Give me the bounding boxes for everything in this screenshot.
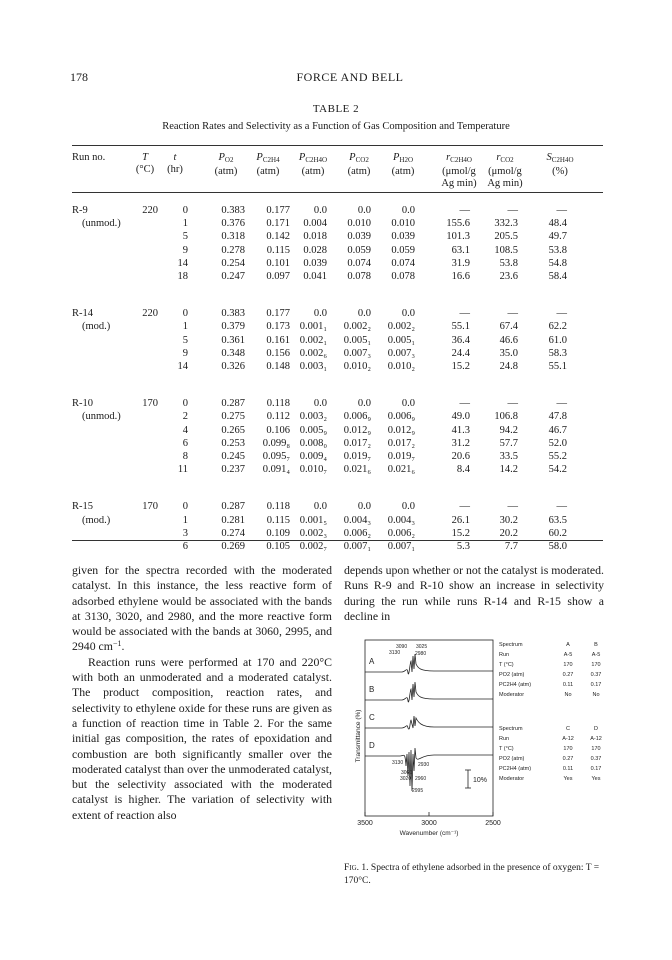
legend-top-row-value: 0.27 xyxy=(562,672,574,678)
table-cell: 108.5 xyxy=(494,244,518,256)
table-cell: 7.7 xyxy=(504,541,518,552)
table-cell: 0.0 xyxy=(357,501,371,513)
table-cell: 55.1 xyxy=(548,361,567,372)
table-cell: 0.002₂ xyxy=(387,321,415,333)
table-cell: 63.5 xyxy=(548,514,567,526)
curve-label-a: A xyxy=(369,657,375,666)
table-cell: 30.2 xyxy=(499,514,518,526)
table-cell: 15.2 xyxy=(451,361,470,372)
table-cell: 0.274 xyxy=(221,527,245,539)
table-cell: 0.002₁ xyxy=(299,334,327,346)
x-tick-label: 2500 xyxy=(485,820,501,827)
legend-bottom-row-value: 0.27 xyxy=(562,756,574,762)
table-cell: 9 xyxy=(182,347,188,359)
run-temperature: 220 xyxy=(142,308,158,320)
legend-top-row-value: A-5 xyxy=(563,652,573,658)
figure-1 xyxy=(344,636,612,844)
table-cell: 53.8 xyxy=(548,244,567,256)
table-cell: 0.017₂ xyxy=(343,437,371,449)
table-cell: 0.021₆ xyxy=(387,464,415,476)
table-cell: 0.118 xyxy=(266,398,290,410)
table-cell: 0.161 xyxy=(266,334,290,346)
table-cell: 0.0 xyxy=(401,501,415,513)
legend-bottom-row-value: A-12 xyxy=(590,736,602,742)
column-header-rC2H4O: $r_{C2H4O}$ (μmol/g Ag min) xyxy=(441,152,477,189)
table-cell: 0.059 xyxy=(347,244,371,256)
table-cell: 6 xyxy=(182,541,188,552)
run-condition: (mod.) xyxy=(82,321,111,333)
table-cell: 0 xyxy=(182,398,188,410)
table-label: TABLE 2 xyxy=(312,103,360,115)
legend-bottom-header: D xyxy=(594,726,598,732)
run-label: R-14 xyxy=(72,308,93,320)
legend-bottom-row-value: Yes xyxy=(591,776,601,782)
table-cell: 0.253 xyxy=(221,437,245,449)
table-cell: 0.002₇ xyxy=(299,541,327,552)
table-cell: 0.275 xyxy=(221,411,245,423)
column-header-pC2H4: $P_{C2H4}$ (atm) xyxy=(256,152,280,177)
curve-label-d: D xyxy=(369,741,375,750)
table-cell: 0.0 xyxy=(357,308,371,320)
table-cell: 0.269 xyxy=(221,541,245,552)
table-caption: Reaction Rates and Selectivity as a Function of Gas Composition and Temperature xyxy=(162,121,510,132)
column-header-t: t (hr) xyxy=(167,152,183,175)
table-cell: 18 xyxy=(177,271,188,282)
table-cell: 0.106 xyxy=(266,424,290,436)
table-cell: 0.095₇ xyxy=(262,451,290,462)
peak-label: 3130 xyxy=(392,760,404,766)
peak-label: 3020 xyxy=(400,776,412,782)
table-cell: — xyxy=(459,308,470,320)
table-cell: 5 xyxy=(182,334,188,346)
table-cell: 101.3 xyxy=(446,231,470,243)
table-cell: — xyxy=(459,398,470,410)
table-cell: 1 xyxy=(182,514,188,526)
legend-top-row-value: 170 xyxy=(563,662,573,668)
legend-bottom-row-label: PO2 (atm) xyxy=(499,756,525,762)
table-cell: 0.017₂ xyxy=(387,437,415,449)
table-cell: — xyxy=(556,501,567,513)
table-cell: 0.115 xyxy=(266,514,290,526)
table-cell: 0.008₀ xyxy=(299,437,327,449)
table-cell: 0.039 xyxy=(391,231,415,243)
table-cell: 14 xyxy=(177,257,188,269)
table-cell: 0.001₅ xyxy=(299,514,327,526)
table-cell: 9 xyxy=(182,244,188,256)
table-cell: 0.018 xyxy=(303,231,327,243)
table-cell: 0.281 xyxy=(221,514,245,526)
table-cell: — xyxy=(556,398,567,410)
legend-top-row-value: No xyxy=(592,692,600,698)
run-label: R-10 xyxy=(72,398,93,410)
table-cell: 0 xyxy=(182,308,188,320)
legend-bottom-row-value: Yes xyxy=(563,776,573,782)
peak-label: 2930 xyxy=(418,762,430,768)
legend-top-row-value: A-5 xyxy=(591,652,601,658)
legend-bottom-row-value: 0.11 xyxy=(562,766,574,772)
table-cell: 0.112 xyxy=(266,411,290,423)
table-cell: 0.010 xyxy=(347,218,371,230)
table-cell: 0.010₂ xyxy=(343,361,371,372)
table-cell: 0.245 xyxy=(221,451,245,462)
table-cell: 61.0 xyxy=(548,334,567,346)
table-cell: 332.3 xyxy=(494,218,518,230)
table-cell: 0.041 xyxy=(303,271,327,282)
table-cell: 67.4 xyxy=(499,321,518,333)
table-cell: 0.019₇ xyxy=(387,451,415,462)
table-cell: 0.0 xyxy=(357,205,371,216)
table-bottom-rule xyxy=(72,540,603,541)
table-cell: 0.097 xyxy=(266,271,290,282)
run-label: R-9 xyxy=(72,205,88,216)
table-cell: 0.099₈ xyxy=(262,437,290,449)
column-header-T: T (°C) xyxy=(135,152,155,175)
table-cell: 0.287 xyxy=(221,501,245,513)
table-cell: — xyxy=(556,205,567,216)
table-cell: 58.3 xyxy=(548,347,567,359)
spectrum-c xyxy=(365,716,493,729)
table-cell: 8 xyxy=(182,451,188,462)
legend-top-header: Spectrum xyxy=(499,642,523,648)
table-cell: 0.010₂ xyxy=(387,361,415,372)
table-cell: 8.4 xyxy=(456,464,470,476)
table-cell: 0.028 xyxy=(303,244,327,256)
table-cell: 2 xyxy=(182,411,188,423)
run-condition: (unmod.) xyxy=(82,411,121,423)
table-cell: — xyxy=(556,308,567,320)
table-cell: 47.8 xyxy=(548,411,567,423)
table-cell: 15.2 xyxy=(451,527,470,539)
table-cell: 23.6 xyxy=(499,271,518,282)
table-cell: 0.177 xyxy=(266,205,290,216)
column-header-pC2H4O: $P_{C2H4O}$ (atm) xyxy=(298,152,328,177)
table-cell: 33.5 xyxy=(499,451,518,462)
x-tick-label: 3500 xyxy=(357,820,373,827)
legend-bottom-header: Spectrum xyxy=(499,726,523,732)
table-cell: 20.2 xyxy=(499,527,518,539)
legend-bottom-row-label: PC2H4 (atm) xyxy=(499,766,532,772)
table-cell: 0.007₃ xyxy=(387,347,415,359)
table-cell: 0.019₇ xyxy=(343,451,371,462)
run-label: R-15 xyxy=(72,501,93,513)
curve-label-c: C xyxy=(369,713,375,722)
table-cell: — xyxy=(507,205,518,216)
table-cell: 0.007₁ xyxy=(343,541,371,552)
column-header-pCO2: $P_{CO2}$ (atm) xyxy=(347,152,371,177)
run-temperature: 170 xyxy=(142,398,158,410)
table-cell: 0.383 xyxy=(221,308,245,320)
legend-top-row-label: Moderator xyxy=(499,692,525,698)
table-cell: 0.004₃ xyxy=(387,514,415,526)
table-cell: 24.4 xyxy=(451,347,470,359)
table-cell: 0.173 xyxy=(266,321,290,333)
legend-bottom-row-label: T (°C) xyxy=(499,746,514,752)
spectra-figure xyxy=(344,636,612,844)
table-top-rule xyxy=(72,145,603,146)
table-header-rule xyxy=(72,192,603,193)
table-cell: 0.278 xyxy=(221,244,245,256)
table-cell: 1 xyxy=(182,218,188,230)
table-cell: 49.0 xyxy=(451,411,470,423)
table-cell: 0.002₂ xyxy=(343,321,371,333)
table-cell: 0.318 xyxy=(221,231,245,243)
table-cell: 11 xyxy=(177,464,188,476)
table-cell: 0.177 xyxy=(266,308,290,320)
legend-top-row-label: PO2 (atm) xyxy=(499,672,525,678)
legend-bottom-row-label: Run xyxy=(499,736,510,742)
table-cell: 41.3 xyxy=(451,424,470,436)
table-cell: 57.7 xyxy=(499,437,518,449)
table-cell: 0.010 xyxy=(391,218,415,230)
table-cell: 0.142 xyxy=(266,231,290,243)
table-cell: 20.6 xyxy=(451,451,470,462)
table-cell: 0.091₄ xyxy=(262,464,290,476)
run-temperature: 220 xyxy=(142,205,158,216)
table-cell: 0.105 xyxy=(266,541,290,552)
table-cell: 0.007₁ xyxy=(387,541,415,552)
legend-top-row-value: 0.17 xyxy=(590,682,602,688)
legend-top-header: A xyxy=(566,642,570,648)
table-cell: 0.0 xyxy=(313,308,327,320)
table-cell: 0.383 xyxy=(221,205,245,216)
figure-caption-text: Spectra of ethylene adsorbed in the presence of oxygen: T = 170°C. xyxy=(344,863,600,886)
table-cell: 58.4 xyxy=(548,271,567,282)
table-cell: 0.012₉ xyxy=(343,424,371,436)
table-cell: 0.326 xyxy=(221,361,245,372)
peak-label: 3130 xyxy=(389,650,401,656)
legend-top-row-value: 0.11 xyxy=(562,682,574,688)
table-cell: 0 xyxy=(182,501,188,513)
table-cell: 0.237 xyxy=(221,464,245,476)
table-cell: — xyxy=(507,501,518,513)
table-cell: 58.0 xyxy=(548,541,567,552)
peak-label: 2995 xyxy=(412,788,424,794)
column-header-S: $S_{C2H4O}$ (%) xyxy=(546,152,574,177)
table-cell: 0.148 xyxy=(266,361,290,372)
table-cell: 0.039 xyxy=(347,231,371,243)
table-cell: 31.9 xyxy=(451,257,470,269)
table-cell: 55.1 xyxy=(451,321,470,333)
table-cell: 0.0 xyxy=(401,398,415,410)
table-cell: 0.006₂ xyxy=(343,527,371,539)
table-cell: 0.348 xyxy=(221,347,245,359)
table-cell: 106.8 xyxy=(494,411,518,423)
table-cell: 5.3 xyxy=(456,541,470,552)
paragraph: Reaction runs were performed at 170 and 220°C with both an unmoderated and a moderated catalyst. The product composition, reaction rates, and selectivity to ethylene oxide for these runs are given as a function of reaction time in Table 2. For the same initial gas composition, the rates of epoxidation and combustion are both significantly smaller over the moderated catalyst than over the unmoderated catalyst, but the selectivity associated with the moderated catalyst is higher. The variation of selectivity with extent of reaction also xyxy=(72,654,332,822)
table-cell: 16.6 xyxy=(451,271,470,282)
figure-caption xyxy=(344,862,612,888)
table-cell: 24.8 xyxy=(499,361,518,372)
table-cell: 0.074 xyxy=(347,257,371,269)
table-cell: 0.004₃ xyxy=(343,514,371,526)
table-cell: 3 xyxy=(182,527,188,539)
spectrum-b xyxy=(365,682,493,702)
legend-top-row-value: 0.37 xyxy=(590,672,602,678)
table-cell: 0.021₆ xyxy=(343,464,371,476)
running-head: FORCE AND BELL xyxy=(296,70,404,84)
table-cell: 0.0 xyxy=(401,308,415,320)
table-cell: 0.376 xyxy=(221,218,245,230)
column-header-pH2O: $P_{H2O}$ (atm) xyxy=(391,152,415,177)
table-cell: 1 xyxy=(182,321,188,333)
legend-bottom-row-label: Moderator xyxy=(499,776,525,782)
table-cell: 53.8 xyxy=(499,257,518,269)
table-cell: 0.039 xyxy=(303,257,327,269)
table-cell: 0.361 xyxy=(221,334,245,346)
table-cell: 5 xyxy=(182,231,188,243)
x-axis-label: Wavenumber (cm⁻¹) xyxy=(399,830,459,837)
table-cell: 0.254 xyxy=(221,257,245,269)
legend-bottom-row-value: 170 xyxy=(591,746,601,752)
table-cell: 35.0 xyxy=(499,347,518,359)
column-header-pO2: $P_{O2}$ (atm) xyxy=(214,152,238,177)
table-cell: 0.078 xyxy=(347,271,371,282)
table-cell: 0.0 xyxy=(313,398,327,410)
table-cell: 0.005₉ xyxy=(299,424,327,436)
legend-top-row-label: PC2H4 (atm) xyxy=(499,682,532,688)
table-cell: 0.115 xyxy=(266,244,290,256)
table-cell: 155.6 xyxy=(446,218,470,230)
peak-label: 2980 xyxy=(415,651,427,657)
paragraph: depends upon whether or not the catalyst is moderated. Runs R-9 and R-10 show an increase in selectivity during the run while runs R-14 and R-15 show a decline in xyxy=(344,563,604,623)
legend-top-row-label: Run xyxy=(499,652,510,658)
peak-label: 3060 xyxy=(401,770,413,776)
figure-number: Fig. 1. xyxy=(344,863,369,873)
y-axis-label: Transmittance (%) xyxy=(355,709,362,763)
scale-bar-label: 10% xyxy=(473,777,488,784)
peak-label: 3025 xyxy=(416,644,428,650)
table-cell: 0.0 xyxy=(313,205,327,216)
table-cell: 0.109 xyxy=(266,527,290,539)
legend-top-row-label: T (°C) xyxy=(499,662,514,668)
table-cell: 0.078 xyxy=(391,271,415,282)
table-cell: 0.002₆ xyxy=(299,347,327,359)
spectrum-a xyxy=(365,654,493,674)
x-tick-label: 3000 xyxy=(421,820,437,827)
table-cell: 36.4 xyxy=(451,334,470,346)
legend-bottom-row-value: 0.37 xyxy=(590,756,602,762)
table-cell: 0.006₂ xyxy=(387,527,415,539)
table-cell: 55.2 xyxy=(548,451,567,462)
table-cell: 6 xyxy=(182,437,188,449)
legend-bottom-row-value: 0.17 xyxy=(590,766,602,772)
scale-bar xyxy=(465,770,471,788)
table-cell: 0.003₂ xyxy=(299,411,327,423)
table-cell: 0.171 xyxy=(266,218,290,230)
column-header-rCO2: $r_{CO2}$ (μmol/g Ag min) xyxy=(487,152,523,189)
run-condition: (unmod.) xyxy=(82,218,121,230)
table-cell: 26.1 xyxy=(451,514,470,526)
table-cell: 14.2 xyxy=(499,464,518,476)
column-header-run: Run no. xyxy=(72,152,106,163)
table-cell: 54.2 xyxy=(548,464,567,476)
table-cell: 0.101 xyxy=(266,257,290,269)
table-cell: 0.007₃ xyxy=(343,347,371,359)
table-cell: 62.2 xyxy=(548,321,567,333)
table-cell: — xyxy=(459,205,470,216)
table-cell: 94.2 xyxy=(499,424,518,436)
table-cell: 0.0 xyxy=(401,205,415,216)
table-cell: 0.118 xyxy=(266,501,290,513)
table-cell: 0.0 xyxy=(313,501,327,513)
table-cell: 0 xyxy=(182,205,188,216)
table-cell: 0.006₉ xyxy=(387,411,415,423)
table-cell: 0.005₁ xyxy=(387,334,415,346)
table-cell: 46.7 xyxy=(548,424,567,436)
table-cell: 0.059 xyxy=(391,244,415,256)
legend-top-row-value: 170 xyxy=(591,662,601,668)
table-cell: 46.6 xyxy=(499,334,518,346)
table-cell: 0.003₁ xyxy=(299,361,327,372)
table-cell: 0.0 xyxy=(357,398,371,410)
curve-label-b: B xyxy=(369,685,375,694)
table-cell: 4 xyxy=(182,424,188,436)
table-cell: 0.006₉ xyxy=(343,411,371,423)
body-column-left xyxy=(72,563,332,823)
table-cell: 54.8 xyxy=(548,257,567,269)
page-number: 178 xyxy=(70,70,88,84)
table-cell: 0.001₁ xyxy=(299,321,327,333)
run-temperature: 170 xyxy=(142,501,158,513)
table-cell: 0.002₃ xyxy=(299,527,327,539)
paragraph: given for the spectra recorded with the moderated catalyst. In this instance, the less reactive form of adsorbed ethylene would be associated with the bands at 3130, 3020, and 2980, and the more reactive form would be associated with the bands at 3060, 2995, and 2940 $cm^{-1}$. xyxy=(72,563,332,654)
spectrum-d xyxy=(365,748,493,791)
table-cell: — xyxy=(507,308,518,320)
legend-bottom-row-value: 170 xyxy=(563,746,573,752)
table-cell: 0.247 xyxy=(221,271,245,282)
table-cell: 49.7 xyxy=(548,231,567,243)
body-column-right xyxy=(344,563,604,624)
table-cell: 0.287 xyxy=(221,398,245,410)
table-cell: 60.2 xyxy=(548,527,567,539)
peak-label: 3090 xyxy=(396,644,408,650)
legend-top-row-value: No xyxy=(564,692,572,698)
legend-top-header: B xyxy=(594,642,598,648)
table-cell: 0.265 xyxy=(221,424,245,436)
table-cell: 0.012₉ xyxy=(387,424,415,436)
run-condition: (mod.) xyxy=(82,514,111,526)
peak-label: 2960 xyxy=(415,776,427,782)
table-cell: 0.074 xyxy=(391,257,415,269)
legend-bottom-header: C xyxy=(566,726,570,732)
page-header xyxy=(70,70,630,88)
table-cell: 52.0 xyxy=(548,437,567,449)
table-cell: 0.005₁ xyxy=(343,334,371,346)
table-cell: 0.009₄ xyxy=(299,451,327,462)
table-cell: 31.2 xyxy=(451,437,470,449)
table-cell: 0.379 xyxy=(221,321,245,333)
table-cell: 205.5 xyxy=(494,231,518,243)
table-cell: 63.1 xyxy=(451,244,470,256)
table-cell: 48.4 xyxy=(548,218,567,230)
table-cell: 0.010₇ xyxy=(299,464,327,476)
table-cell: 0.004 xyxy=(303,218,327,230)
table-cell: — xyxy=(459,501,470,513)
table-cell: 0.156 xyxy=(266,347,290,359)
table-cell: — xyxy=(507,398,518,410)
table-cell: 14 xyxy=(177,361,188,372)
legend-bottom-row-value: A-12 xyxy=(562,736,574,742)
